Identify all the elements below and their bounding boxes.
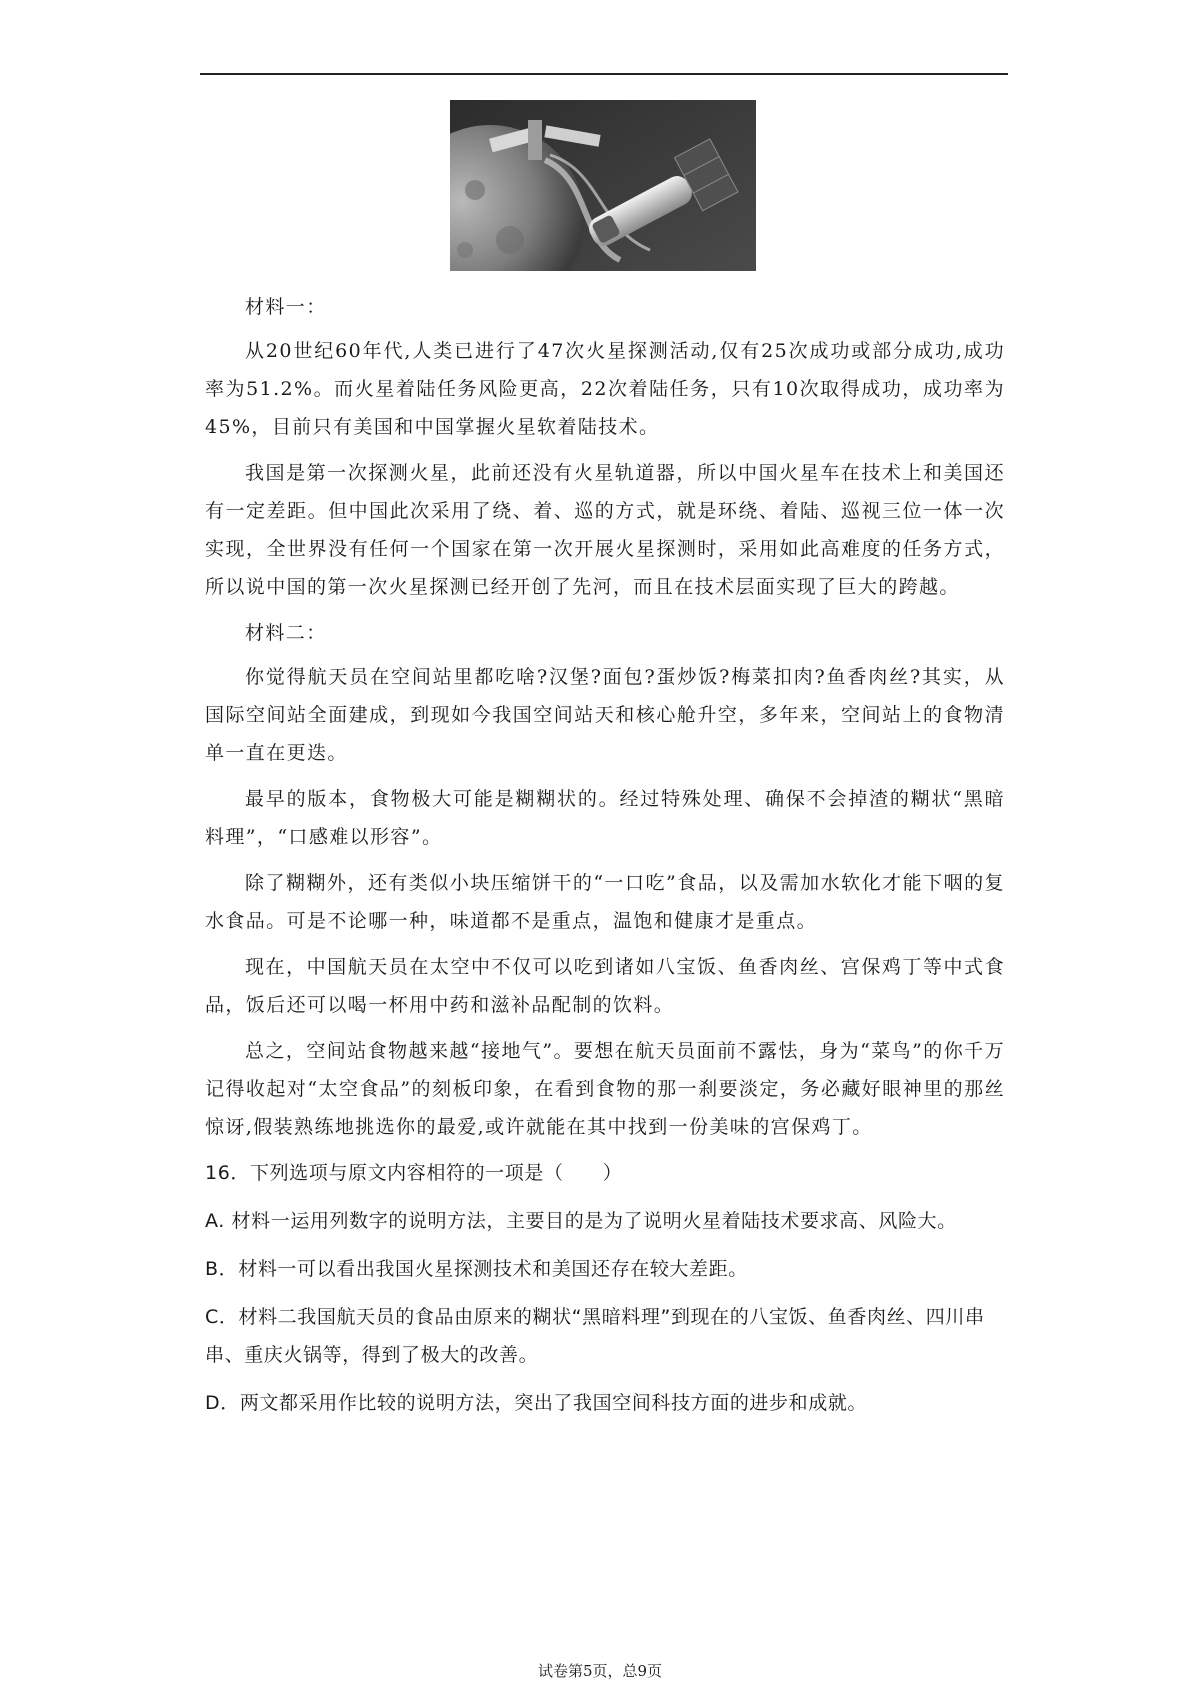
material2-paragraph-2: 最早的版本，食物极大可能是糊糊状的。经过特殊处理、确保不会掉渣的糊状“黑暗料理”，“口感难以形容”。: [205, 788, 1005, 848]
page-footer: 试卷第5页，总9页: [537, 1662, 663, 1680]
option-d[interactable]: D．两文都采用作比较的说明方法，突出了我国空间科技方面的进步和成就。: [205, 1392, 868, 1414]
option-c[interactable]: C．材料二我国航天员的食品由原来的糊状“黑暗料理”到现在的八宝饭、鱼香肉丝、四川串串、重庆火锅等，得到了极大的改善。: [205, 1306, 985, 1366]
option-b[interactable]: B．材料一可以看出我国火星探测技术和美国还存在较大差距。: [205, 1258, 748, 1280]
space-station-image: [450, 100, 756, 271]
material1-paragraph-2: 我国是第一次探测火星，此前还没有火星轨道器，所以中国火星车在技术上和美国还有一定差距。但中国此次采用了绕、着、巡的方式，就是环绕、着陆、巡视三位一体一次实现，全世界没有任何一个国家在第一次开展火星探测时，采用如此高难度的任务方式，所以说中国的第一次火星探测已经开创了先河，而且在技术层面实现了巨大的跨越。: [205, 462, 1005, 598]
material2-paragraph-3: 除了糊糊外，还有类似小块压缩饼干的“一口吃”食品，以及需加水软化才能下咽的复水食品。可是不论哪一种，味道都不是重点，温饱和健康才是重点。: [205, 872, 1005, 932]
material2-paragraph-5: 总之，空间站食物越来越“接地气”。要想在航天员面前不露怯，身为“菜鸟”的你千万记得收起对“太空食品”的刻板印象，在看到食物的那一刹要淡定，务必藏好眼神里的那丝惊讶,假装熟练地挑选你的最爱,或许就能在其中找到一份美味的宫保鸡丁。: [205, 1040, 1005, 1138]
material1-paragraph-1: 从20世纪60年代,人类已进行了47次火星探测活动,仅有25次成功或部分成功,成功率为51.2%。而火星着陆任务风险更高，22次着陆任务，只有10次取得成功，成功率为45%，目前只有美国和中国掌握火星软着陆技术。: [205, 340, 1005, 438]
material2-paragraph-4: 现在，中国航天员在太空中不仅可以吃到诸如八宝饭、鱼香肉丝、宫保鸡丁等中式食品，饭后还可以喝一杯用中药和滋补品配制的饮料。: [205, 956, 1005, 1016]
material2-heading: 材料二：: [245, 622, 327, 644]
option-a[interactable]: A. 材料一运用列数字的说明方法，主要目的是为了说明火星着陆技术要求高、风险大。: [205, 1210, 957, 1232]
header-rule: [200, 73, 1008, 75]
material1-heading: 材料一：: [245, 296, 327, 318]
article-body: [205, 282, 1005, 1432]
material2-paragraph-1: 你觉得航天员在空间站里都吃啥?汉堡?面包?蛋炒饭?梅菜扣肉?鱼香肉丝?其实，从国际空间站全面建成，到现如今我国空间站天和核心舱升空，多年来，空间站上的食物清单一直在更迭。: [205, 666, 1005, 764]
question-stem: 16．下列选项与原文内容相符的一项是（ ）: [205, 1162, 623, 1184]
